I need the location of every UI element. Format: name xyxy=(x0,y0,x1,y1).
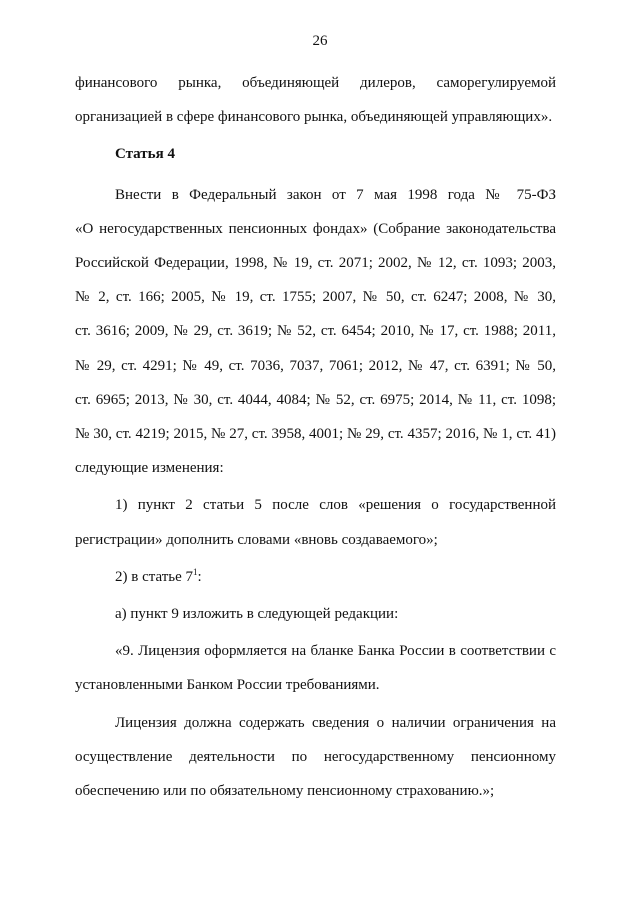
license-content-line-3: обеспечению или по обязательному пенсионному страхованию.»; xyxy=(75,783,495,800)
subitem-a: а) пункт 9 изложить в следующей редакции: xyxy=(115,606,399,623)
item-2-superscript: 1 xyxy=(193,566,198,577)
page-number: 26 xyxy=(312,33,328,49)
amendment-intro-line-8: № 30, ст. 4219; 2015, № 27, ст. 3958, 4001; № 29, ст. 4357; 2016, № 1, ст. 41) xyxy=(75,426,556,443)
license-content-line-1: Лицензия должна содержать сведения о наличии ограничения на xyxy=(115,714,556,731)
item-2-text: 2) в статье 7 xyxy=(115,568,194,585)
license-point-9-line-2: установленными Банком России требованиями. xyxy=(75,677,380,694)
amendment-intro-line-6: № 29, ст. 4291; № 49, ст. 7036, 7037, 7061; 2012, № 47, ст. 6391; № 50, xyxy=(75,357,556,374)
amendment-intro-line-5: ст. 3616; 2009, № 29, ст. 3619; № 52, ст. 6454; 2010, № 17, ст. 1988; 2011, xyxy=(75,323,556,340)
license-content-line-2: осуществление деятельности по негосударственному пенсионному xyxy=(75,748,556,765)
amendment-intro-line-9: следующие изменения: xyxy=(75,460,224,477)
article-heading: Статья 4 xyxy=(115,146,175,163)
amendment-intro-line-2: «О негосударственных пенсионных фондах» (Собрание законодательства xyxy=(75,220,556,237)
item-2-colon: : xyxy=(197,568,202,585)
amendment-intro-line-1: Внести в Федеральный закон от 7 мая 1998 года № 75-ФЗ xyxy=(115,186,556,203)
item-1-line-1: 1) пункт 2 статьи 5 после слов «решения о государственной xyxy=(115,497,556,514)
paragraph-continuation-line-2: организацией в сфере финансового рынка, объединяющей управляющих». xyxy=(75,109,553,126)
amendment-intro-line-3: Российской Федерации, 1998, № 19, ст. 2071; 2002, № 12, ст. 1093; 2003, xyxy=(75,255,556,272)
document-body xyxy=(75,66,556,808)
license-point-9-line-1: «9. Лицензия оформляется на бланке Банка России в соответствии с xyxy=(115,643,556,660)
item-2 xyxy=(75,560,556,594)
amendment-intro-line-7: ст. 6965; 2013, № 30, ст. 4044, 4084; № 52, ст. 6975; 2014, № 11, ст. 1098; xyxy=(75,391,556,408)
amendment-intro-line-4: № 2, ст. 166; 2005, № 19, ст. 1755; 2007, № 50, ст. 6247; 2008, № 30, xyxy=(75,289,556,306)
item-1-line-2: регистрации» дополнить словами «вновь создаваемого»; xyxy=(75,531,438,548)
paragraph-continuation-line-1: финансового рынка, объединяющей дилеров, саморегулируемой xyxy=(75,75,556,91)
